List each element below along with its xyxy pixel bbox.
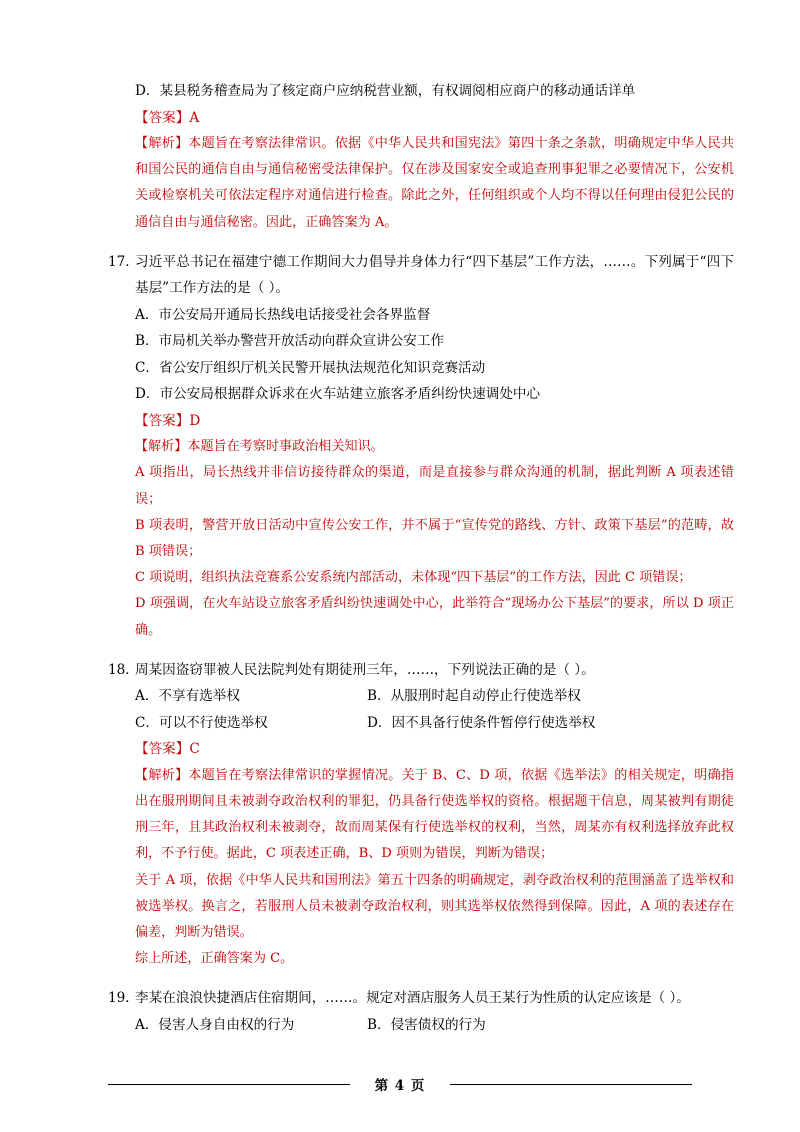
q19-option-b: B．侵害债权的行为 — [367, 1016, 486, 1033]
q17-analysis-line-a: A 项指出，局长热线并非信访接待群众的渠道，而是直接参与群众沟通的机制，据此判断 A 项表述错误； — [135, 465, 734, 507]
q17-option-a: A．市公安局开通局长热线电话接受社会各界监督 — [135, 306, 431, 323]
q18-option-row-2 — [108, 710, 734, 737]
question-17-stem: 习近平总书记在福建宁德工作期间大力倡导并身体力行“四下基层”工作方法，……。下列属于“四下基层”工作方法的是（ ）。 — [135, 253, 734, 297]
q19-option-a: A．侵害人身自由权的行为 — [135, 1016, 295, 1033]
q18-option-a: A．不享有选举权 — [135, 688, 240, 705]
question-19-number: 19． — [108, 990, 139, 1007]
question-17 — [108, 249, 734, 302]
question-17-number: 17． — [108, 253, 139, 270]
footer-rule-left — [108, 1084, 350, 1085]
q18-option-c: C．可以不行使选举权 — [135, 714, 268, 731]
q17-option-d: D．市公安局根据群众诉求在火车站建立旅客矛盾纠纷快速调处中心 — [135, 386, 541, 403]
q18-analysis-3: 综上所述，正确答案为 C。 — [135, 951, 294, 967]
footer-page-number: 第 4 页 — [365, 1074, 436, 1094]
q17-option-c: C．省公安厅组织厅机关民警开展执法规范化知识竞赛活动 — [135, 359, 486, 376]
q18-option-b: B．从服刑时起自动停止行使选举权 — [367, 688, 581, 705]
q16-answer: 【答案】A — [135, 109, 200, 126]
q16-option-d: D．某县税务稽查局为了核定商户应纳税营业额，有权调阅相应商户的移动通话详单 — [135, 83, 636, 99]
page-footer — [0, 1074, 800, 1094]
question-19-stem: 李某在浪浪快捷酒店住宿期间，……。规定对酒店服务人员王某行为性质的认定应该是（ ）。 — [135, 990, 690, 1007]
q17-option-b: B．市局机关举办警营开放活动向群众宣讲公安工作 — [135, 333, 445, 350]
q16-analysis: 【解析】本题旨在考察法律常识。依据《中华人民共和国宪法》第四十条之条款，明确规定中华人民共和国公民的通信自由与通信秘密受法律保护。仅在涉及国家安全或追查刑事犯罪之必要情况下，公安机关或检察机关可依法定程序对通信进行检查。除此之外，任何组织或个人均不得以任何理由侵犯公民的通信自由与通信秘密。因此，正确答案为 A。 — [135, 136, 734, 230]
q18-analysis: 【解析】本题旨在考察法律常识的掌握情况。关于 B、C、D 项，依据《选举法》的相关规定，明确指出在服刑期间且未被剥夺政治权利的罪犯，仍具备行使选举权的资格。根据题干信息，周某被判有期徒刑三年，且其政治权利未被剥夺，故而周某保有行使选举权的权利，当然，周某亦有权利选择放弃此权利，不予行使。据此，C 项表述正确，B、D 项则为错误，判断为错误； — [135, 767, 734, 862]
q18-option-row-1 — [108, 683, 734, 710]
q18-analysis-2: 关于 A 项，依据《中华人民共和国刑法》第五十四条的明确规定，剥夺政治权利的范围涵盖了选举权和被选举权。换言之，若服刑人员未被剥夺政治权利，则其选举权依然得到保障。因此，A 项的表述存在偏差，判断为错误。 — [135, 872, 734, 940]
q17-answer: 【答案】D — [135, 412, 201, 429]
footer-rule-right — [450, 1084, 692, 1085]
question-18-stem: 周某因盗窃罪被人民法院判处有期徒刑三年，……，下列说法正确的是（ ）。 — [135, 661, 595, 678]
q17-analysis-line-b: B 项表明，警营开放日活动中宣传公安工作，并不属于“宣传党的路线、方针、政策下基层”的范畴，故 B 项错误； — [135, 517, 734, 559]
q17-analysis-line-d: D 项强调，在火车站设立旅客矛盾纠纷快速调处中心，此举符合“现场办公下基层”的要求，所以 D 项正确。 — [135, 596, 734, 638]
q18-answer: 【答案】C — [135, 741, 200, 758]
question-19 — [108, 985, 734, 1012]
q17-analysis-line-c: C 项说明，组织执法竞赛系公安系统内部活动，未体现“四下基层”的工作方法，因此 C 项错误； — [135, 570, 692, 586]
q17-analysis-head: 【解析】本题旨在考察时事政治相关知识。 — [135, 439, 384, 455]
question-18 — [108, 657, 734, 684]
question-18-number: 18． — [108, 661, 139, 678]
q18-option-d: D．因不具备行使条件暂停行使选举权 — [367, 714, 596, 731]
q19-option-row-1 — [108, 1012, 734, 1039]
